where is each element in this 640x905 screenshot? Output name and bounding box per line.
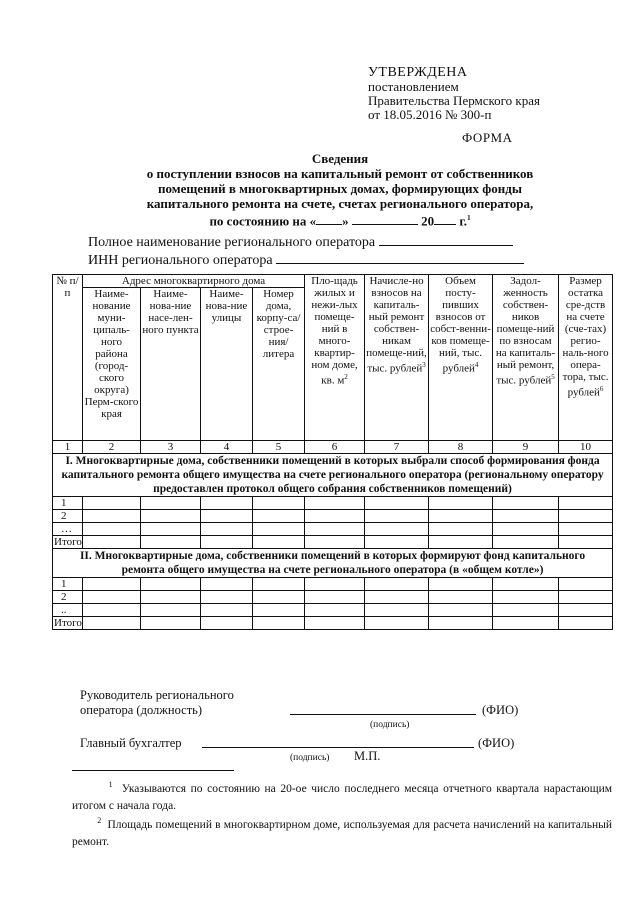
table-row: 1 [53, 497, 613, 510]
col-header-received: Объем посту-пивших взносов от собст-венни-ков помеще-ний, тыс. рублей$^4$ [429, 275, 493, 441]
accountant-label: Главный бухгалтер [80, 736, 182, 750]
document-title [60, 151, 620, 228]
title-date-line: по состоянию на « » 20 г.$^1$ [209, 213, 471, 229]
col-header-debt: Задол-женность собствен-ников помеще-ний по взносам на капиталь-ный ремонт, тыс. рублей$^5$ [493, 275, 559, 441]
footnote-ref: 1 [467, 214, 471, 222]
accountant-signature-hint: (подпись) [290, 753, 330, 763]
head-signature-hint: (подпись) [370, 720, 410, 730]
table-row: … [53, 523, 613, 536]
total-label: Итого [54, 536, 82, 548]
title-line: Сведения [311, 151, 369, 166]
header-row [53, 275, 613, 288]
approval-heading: УТВЕРЖДЕНА [368, 65, 468, 80]
title-line: помещений в многоквартирных домах, формирующих фонды [158, 181, 522, 196]
col-header-address-group: Адрес многоквартирного дома [83, 275, 305, 288]
footnote-divider [72, 770, 234, 771]
head-signature-line[interactable] [290, 714, 476, 715]
operator-inn-label: ИНН регионального оператора [88, 253, 273, 268]
table-row: .. [53, 604, 613, 617]
total-label: Итого [54, 617, 82, 629]
total-row [53, 617, 613, 630]
operator-inn-field[interactable] [276, 252, 524, 264]
col-header-no: № п/п [53, 275, 83, 441]
column-number-row: 1 2 3 4 5 6 7 8 9 10 [53, 441, 613, 454]
table-row: 2 [53, 510, 613, 523]
form-label: ФОРМА [462, 130, 513, 145]
approval-line: постановлением [368, 79, 459, 94]
operator-name-label: Полное наименование регионального оператора [88, 235, 376, 250]
col-header-municipality: Наиме-нование муни-ципаль-ного района (город-ского округа) Перм-ского края [83, 288, 141, 441]
section2-title: II. Многоквартирные дома, собственники помещений в которых формируют фонд капитального ремонта общего имущества на счете регионального оператора (в «общем котле») [53, 549, 613, 578]
footnote-1: $^1$ Указываются по состоянию на 20-ое число последнего месяца отчетного квартала нарастающим итогом с начала года. [72, 780, 613, 812]
section-header [53, 454, 613, 497]
accountant-signature-line[interactable] [202, 747, 474, 748]
col-header-house: Номер дома, корпу-са/ строе-ния/ литера [253, 288, 305, 441]
accountant-fio: (ФИО) [478, 736, 515, 750]
head-label: Руководитель регионального оператора (должность) [80, 688, 234, 717]
head-fio: (ФИО) [482, 703, 519, 717]
title-line: о поступлении взносов на капитальный ремонт от собственников [146, 166, 534, 181]
col-header-balance: Размер остатка сре-дств на счете (сче-тах) регио-наль-ного опера-тора, тыс. рублей$^6$ [559, 275, 613, 441]
section1-title: I. Многоквартирные дома, собственники помещений в которых выбрали способ формирования фонда капитального ремонта общего имущества на счете регионального оператора (региональному оператору предоставлен протокол общего собрания собственников помещений) [53, 454, 613, 497]
col-header-charged: Начисле-но взносов на капиталь-ный ремонт собствен-никам помеще-ний, тыс. рублей$^3$ [365, 275, 429, 441]
operator-inn-line [88, 252, 524, 269]
stamp-place: М.П. [354, 749, 381, 763]
col-header-street: Наиме-нова-ние улицы [201, 288, 253, 441]
section-header [53, 549, 613, 578]
operator-name-line [88, 234, 513, 251]
approval-line: Правительства Пермского края [368, 93, 540, 108]
col-header-area: Пло-щадь жилых и нежи-лых помеще-ний в много-квартир-ном доме, кв. $м^2$ [305, 275, 365, 441]
data-table [52, 274, 613, 630]
col-header-settlement: Наиме-нова-ние насе-лен-ного пункта [141, 288, 201, 441]
approval-block [368, 66, 540, 122]
title-line: капитального ремонта на счете, счетах регионального оператора, [146, 196, 534, 211]
footnote-2: $^2$ Площадь помещений в многоквартирном доме, используемая для расчета начислений на капитальный ремонт. [72, 816, 613, 848]
approval-line: от 18.05.2016 № 300-п [368, 107, 492, 122]
table-row: 2 [53, 591, 613, 604]
operator-name-field[interactable] [379, 234, 513, 246]
total-row [53, 536, 613, 549]
table-row: 1 [53, 578, 613, 591]
